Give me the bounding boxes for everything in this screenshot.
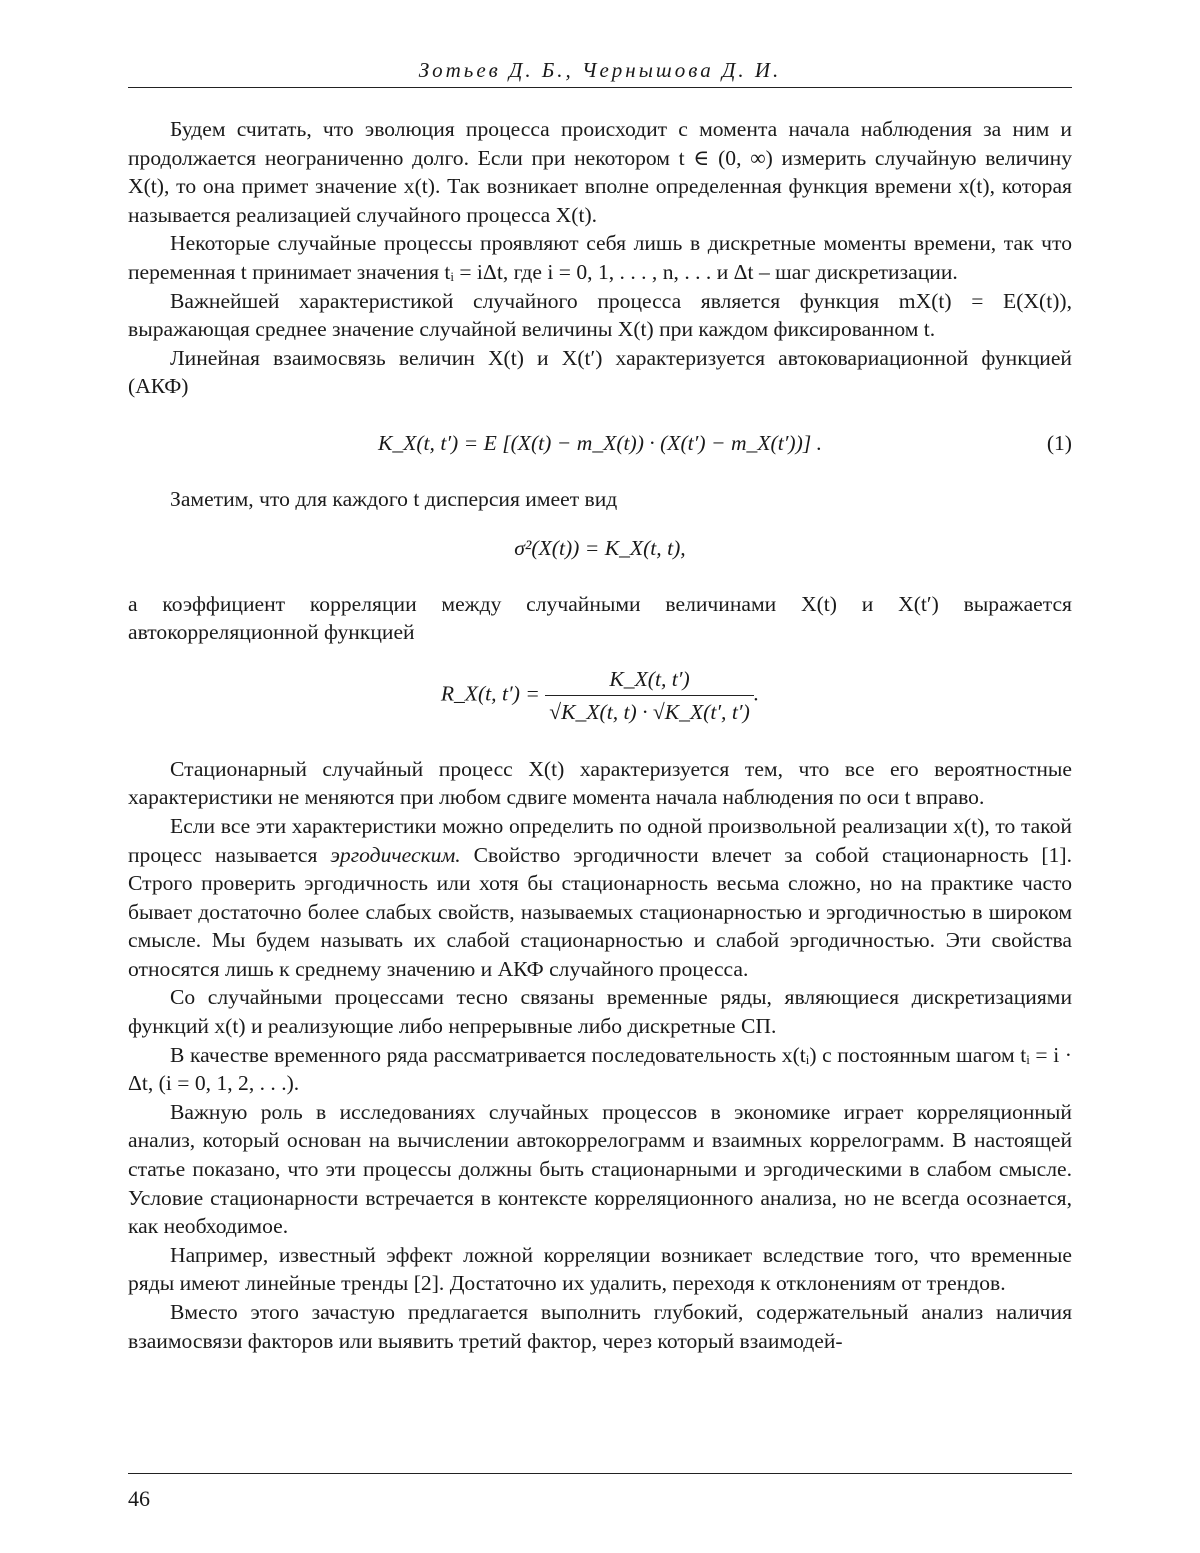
header-rule [128, 87, 1072, 88]
paragraph: В качестве временного ряда рассматривается последовательность x(tᵢ) с постоянным шагом tᵢ = i · Δt, (i = 0, 1, 2, . . .). [128, 1042, 1072, 1096]
footer-rule [128, 1473, 1072, 1474]
paragraph: Важную роль в исследованиях случайных процессов в экономике играет корреляционный анализ, который основан на вычислении автокоррелограмм и взаимных коррелограмм. В настоящей статье показано, что эти процессы должны быть стационарными и эргодическими в слабом смысле. Условие стационарности встречается в контексте корреляционного анализа, но не всегда осознается, как необходимое. [128, 1099, 1072, 1239]
paragraph: Линейная взаимосвязь величин X(t) и X(t′) характеризуется автоковариационной функцией (АКФ) [128, 345, 1072, 399]
paragraph: Например, известный эффект ложной корреляции возникает вследствие того, что временные ряды имеют линейные тренды [2]. Достаточно их удалить, переходя к отклонениям от трендов. [128, 1242, 1072, 1296]
paragraph: Стационарный случайный процесс X(t) характеризуется тем, что все его вероятностные характеристики не меняются при любом сдвиге момента начала наблюдения по оси t вправо. [128, 756, 1072, 810]
equation-autocorrelation [128, 665, 1072, 735]
equation-1 [128, 423, 1072, 463]
paragraph: Некоторые случайные процессы проявляют себя лишь в дискретные моменты времени, так что переменная t принимает значения tᵢ = iΔt, где i = 0, 1, . . . , n, . . . и Δt – шаг дискретизации. [128, 231, 1072, 284]
paragraph [128, 812, 1072, 984]
equation-lhs: R_X(t, t′) = [440, 681, 540, 706]
fraction-denominator: √K_X(t, t) · √K_X(t′, t′) [549, 699, 750, 724]
paragraph-text: Если все эти характеристики можно определить по одной произвольной реализации x(t), то такой процесс называется [128, 813, 1072, 867]
paragraph: Заметим, что для каждого t дисперсия имеет вид [170, 486, 618, 511]
running-head: Зотьев Д. Б., Чернышова Д. И. [418, 58, 782, 82]
equation-1-body: K_X(t, t′) = E [(X(t) − m_X(t)) · (X(t′) − m_X(t′))] . [377, 430, 823, 455]
paragraph: а коэффициент корреляции между случайными величинами X(t) и X(t′) выражается автокорреляционной функцией [128, 591, 1072, 645]
equation-variance [128, 528, 1072, 568]
equation-variance-body: σ²(X(t)) = K_X(t, t), [514, 535, 686, 560]
fraction-numerator: K_X(t, t′) [545, 665, 753, 696]
emphasis-term: эргодическим. [330, 842, 461, 867]
equation-end: . [753, 681, 760, 706]
equation-number: (1) [1046, 430, 1072, 455]
body-text [128, 115, 1072, 1355]
paragraph: Важнейшей характеристикой случайного процесса является функция mX(t) = E(X(t)), выражающая среднее значение случайной величины X(t) при каждом фиксированном t. [128, 288, 1072, 342]
paragraph: Будем считать, что эволюция процесса происходит с момента начала наблюдения за ним и продолжается неограниченно долго. Если при некотором t ∈ (0, ∞) измерить случайную величину X(t), то она примет значение x(t). Так возникает вполне определенная функция времени x(t), которая называется реализацией случайного процесса X(t). [128, 117, 1072, 227]
paragraph-text: Свойство эргодичности влечет за собой стационарность [1]. Строго проверить эргодичность или хотя бы стационарность весьма сложно, но на практике часто бывает достаточно более слабых свойств, называемых стационарностью и эргодичностью в широком смысле. Мы будем называть их слабой стационарностью и слабой эргодичностью. Эти свойства относятся лишь к среднему значению и АКФ случайного процесса. [128, 842, 1072, 981]
page-number: 46 [128, 1486, 150, 1511]
fraction [545, 665, 753, 726]
paragraph: Вместо этого зачастую предлагается выполнить глубокий, содержательный анализ наличия взаимосвязи факторов или выявить третий фактор, через который взаимодей- [128, 1300, 1072, 1353]
paragraph: Со случайными процессами тесно связаны временные ряды, являющиеся дискретизациями функций x(t) и реализующие либо непрерывные либо дискретные СП. [128, 985, 1072, 1039]
